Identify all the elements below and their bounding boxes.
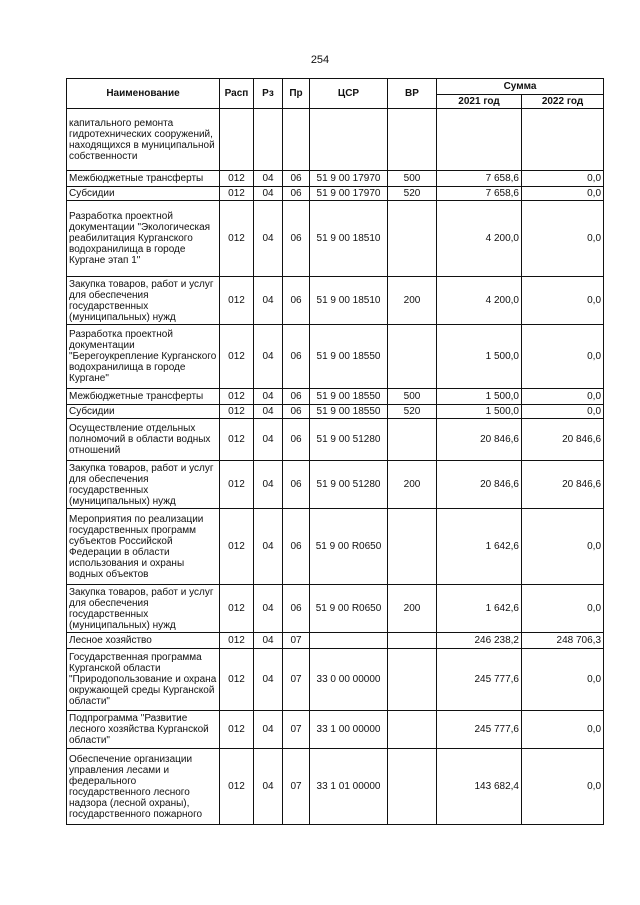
cell-pr: 07	[283, 749, 310, 825]
budget-table	[66, 78, 604, 825]
cell-y2022: 0,0	[522, 585, 604, 633]
cell-name: Лесное хозяйство	[67, 633, 220, 649]
cell-pr: 06	[283, 201, 310, 277]
cell-rz: 04	[254, 277, 283, 325]
cell-rasp: 012	[220, 509, 254, 585]
header-sum: Сумма	[437, 79, 604, 95]
cell-name: Закупка товаров, работ и услуг для обеспечения государственных (муниципальных) нужд	[67, 277, 220, 325]
table-row	[67, 749, 604, 825]
cell-name: капитального ремонта гидротехнических сооружений, находящихся в муниципальной собственности	[67, 109, 220, 171]
cell-pr: 06	[283, 419, 310, 461]
cell-y2022: 0,0	[522, 649, 604, 711]
header-rasp: Расп	[220, 79, 254, 109]
cell-rasp: 012	[220, 187, 254, 201]
cell-y2021: 143 682,4	[437, 749, 522, 825]
cell-csr: 51 9 00 18510	[310, 201, 388, 277]
cell-y2021: 1 500,0	[437, 325, 522, 389]
cell-rz: 04	[254, 419, 283, 461]
cell-csr: 33 0 00 00000	[310, 649, 388, 711]
cell-rz: 04	[254, 405, 283, 419]
table-row	[67, 633, 604, 649]
cell-y2022: 20 846,6	[522, 461, 604, 509]
table-row	[67, 419, 604, 461]
cell-name: Государственная программа Курганской области "Природопользование и охрана окружающей среды Курганской области"	[67, 649, 220, 711]
cell-name: Подпрограмма "Развитие лесного хозяйства Курганской области"	[67, 711, 220, 749]
cell-csr: 51 9 00 51280	[310, 419, 388, 461]
cell-y2021: 245 777,6	[437, 649, 522, 711]
cell-csr: 51 9 00 18510	[310, 277, 388, 325]
cell-y2021: 4 200,0	[437, 201, 522, 277]
cell-rz	[254, 109, 283, 171]
header-csr: ЦСР	[310, 79, 388, 109]
cell-csr	[310, 109, 388, 171]
cell-pr: 06	[283, 585, 310, 633]
cell-vr	[388, 109, 437, 171]
cell-y2021: 1 500,0	[437, 389, 522, 405]
cell-vr	[388, 711, 437, 749]
cell-name: Межбюджетные трансферты	[67, 389, 220, 405]
cell-vr	[388, 325, 437, 389]
cell-vr: 520	[388, 187, 437, 201]
cell-csr: 51 9 00 17970	[310, 171, 388, 187]
cell-rasp: 012	[220, 649, 254, 711]
cell-vr	[388, 749, 437, 825]
cell-vr: 200	[388, 277, 437, 325]
cell-rasp: 012	[220, 325, 254, 389]
cell-rasp: 012	[220, 405, 254, 419]
cell-y2021	[437, 109, 522, 171]
cell-y2022	[522, 109, 604, 171]
cell-csr: 51 9 00 18550	[310, 405, 388, 419]
cell-pr: 06	[283, 509, 310, 585]
table-row	[67, 187, 604, 201]
cell-pr	[283, 109, 310, 171]
cell-csr: 51 9 00 R0650	[310, 585, 388, 633]
cell-name: Межбюджетные трансферты	[67, 171, 220, 187]
cell-vr	[388, 509, 437, 585]
table-row	[67, 711, 604, 749]
cell-pr: 06	[283, 277, 310, 325]
cell-csr: 51 9 00 R0650	[310, 509, 388, 585]
cell-pr: 07	[283, 649, 310, 711]
cell-csr: 51 9 00 51280	[310, 461, 388, 509]
cell-pr: 07	[283, 711, 310, 749]
cell-rasp: 012	[220, 461, 254, 509]
header-pr: Пр	[283, 79, 310, 109]
cell-rasp	[220, 109, 254, 171]
cell-y2021: 20 846,6	[437, 419, 522, 461]
cell-y2021: 1 500,0	[437, 405, 522, 419]
cell-y2022: 20 846,6	[522, 419, 604, 461]
cell-rasp: 012	[220, 585, 254, 633]
cell-rasp: 012	[220, 389, 254, 405]
cell-csr: 51 9 00 17970	[310, 187, 388, 201]
cell-csr: 33 1 00 00000	[310, 711, 388, 749]
cell-pr: 06	[283, 171, 310, 187]
header-year-2021: 2021 год	[437, 95, 522, 109]
header-rz: Рз	[254, 79, 283, 109]
cell-vr	[388, 649, 437, 711]
cell-pr: 06	[283, 389, 310, 405]
cell-rz: 04	[254, 389, 283, 405]
cell-pr: 06	[283, 187, 310, 201]
cell-vr: 500	[388, 171, 437, 187]
table-row	[67, 509, 604, 585]
cell-vr: 500	[388, 389, 437, 405]
cell-y2021: 1 642,6	[437, 509, 522, 585]
cell-y2022: 0,0	[522, 325, 604, 389]
cell-rasp: 012	[220, 277, 254, 325]
cell-rz: 04	[254, 711, 283, 749]
cell-vr: 520	[388, 405, 437, 419]
table-row	[67, 461, 604, 509]
cell-pr: 06	[283, 461, 310, 509]
cell-rz: 04	[254, 201, 283, 277]
cell-pr: 06	[283, 325, 310, 389]
table-row	[67, 405, 604, 419]
table-row	[67, 201, 604, 277]
cell-y2022: 0,0	[522, 187, 604, 201]
cell-y2022: 0,0	[522, 711, 604, 749]
cell-name: Осуществление отдельных полномочий в области водных отношений	[67, 419, 220, 461]
cell-rz: 04	[254, 585, 283, 633]
cell-y2021: 1 642,6	[437, 585, 522, 633]
cell-y2021: 7 658,6	[437, 187, 522, 201]
cell-name: Закупка товаров, работ и услуг для обеспечения государственных (муниципальных) нужд	[67, 461, 220, 509]
cell-rz: 04	[254, 649, 283, 711]
cell-rz: 04	[254, 171, 283, 187]
page-number: 254	[310, 54, 330, 66]
cell-name: Обеспечение организации управления лесами и федерального государственного лесного надзора (лесной охраны), государственного пожарного	[67, 749, 220, 825]
cell-name: Субсидии	[67, 187, 220, 201]
cell-csr: 51 9 00 18550	[310, 389, 388, 405]
cell-name: Разработка проектной документации "Экологическая реабилитация Курганского водохранилища в городе Кургане этап 1"	[67, 201, 220, 277]
cell-vr	[388, 201, 437, 277]
cell-vr	[388, 633, 437, 649]
cell-vr	[388, 419, 437, 461]
header-year-2022: 2022 год	[522, 95, 604, 109]
cell-pr: 07	[283, 633, 310, 649]
cell-rz: 04	[254, 325, 283, 389]
table-row	[67, 585, 604, 633]
cell-y2021: 7 658,6	[437, 171, 522, 187]
cell-rz: 04	[254, 749, 283, 825]
cell-y2022: 0,0	[522, 277, 604, 325]
table-row	[67, 277, 604, 325]
cell-rasp: 012	[220, 633, 254, 649]
cell-rz: 04	[254, 461, 283, 509]
cell-y2022: 248 706,3	[522, 633, 604, 649]
cell-name: Субсидии	[67, 405, 220, 419]
cell-y2021: 245 777,6	[437, 711, 522, 749]
table-row	[67, 325, 604, 389]
cell-csr: 33 1 01 00000	[310, 749, 388, 825]
table-row	[67, 109, 604, 171]
cell-vr: 200	[388, 585, 437, 633]
cell-y2022: 0,0	[522, 509, 604, 585]
cell-name: Закупка товаров, работ и услуг для обеспечения государственных (муниципальных) нужд	[67, 585, 220, 633]
header-name: Наименование	[67, 79, 220, 109]
cell-rz: 04	[254, 633, 283, 649]
cell-y2022: 0,0	[522, 405, 604, 419]
cell-rz: 04	[254, 187, 283, 201]
table-row	[67, 389, 604, 405]
cell-name: Разработка проектной документации "Берегоукрепление Курганского водохранилища в городе Кургане"	[67, 325, 220, 389]
cell-rasp: 012	[220, 201, 254, 277]
cell-y2021: 20 846,6	[437, 461, 522, 509]
cell-y2022: 0,0	[522, 389, 604, 405]
cell-rasp: 012	[220, 749, 254, 825]
cell-csr: 51 9 00 18550	[310, 325, 388, 389]
cell-y2022: 0,0	[522, 201, 604, 277]
cell-pr: 06	[283, 405, 310, 419]
header-vr: ВР	[388, 79, 437, 109]
cell-rasp: 012	[220, 419, 254, 461]
cell-rasp: 012	[220, 711, 254, 749]
cell-y2021: 4 200,0	[437, 277, 522, 325]
table-row	[67, 171, 604, 187]
cell-y2022: 0,0	[522, 171, 604, 187]
cell-rz: 04	[254, 509, 283, 585]
table-row	[67, 649, 604, 711]
cell-y2022: 0,0	[522, 749, 604, 825]
cell-y2021: 246 238,2	[437, 633, 522, 649]
cell-rasp: 012	[220, 171, 254, 187]
cell-csr	[310, 633, 388, 649]
cell-name: Мероприятия по реализации государственных программ субъектов Российской Федерации в области использования и охраны водных объектов	[67, 509, 220, 585]
cell-vr: 200	[388, 461, 437, 509]
